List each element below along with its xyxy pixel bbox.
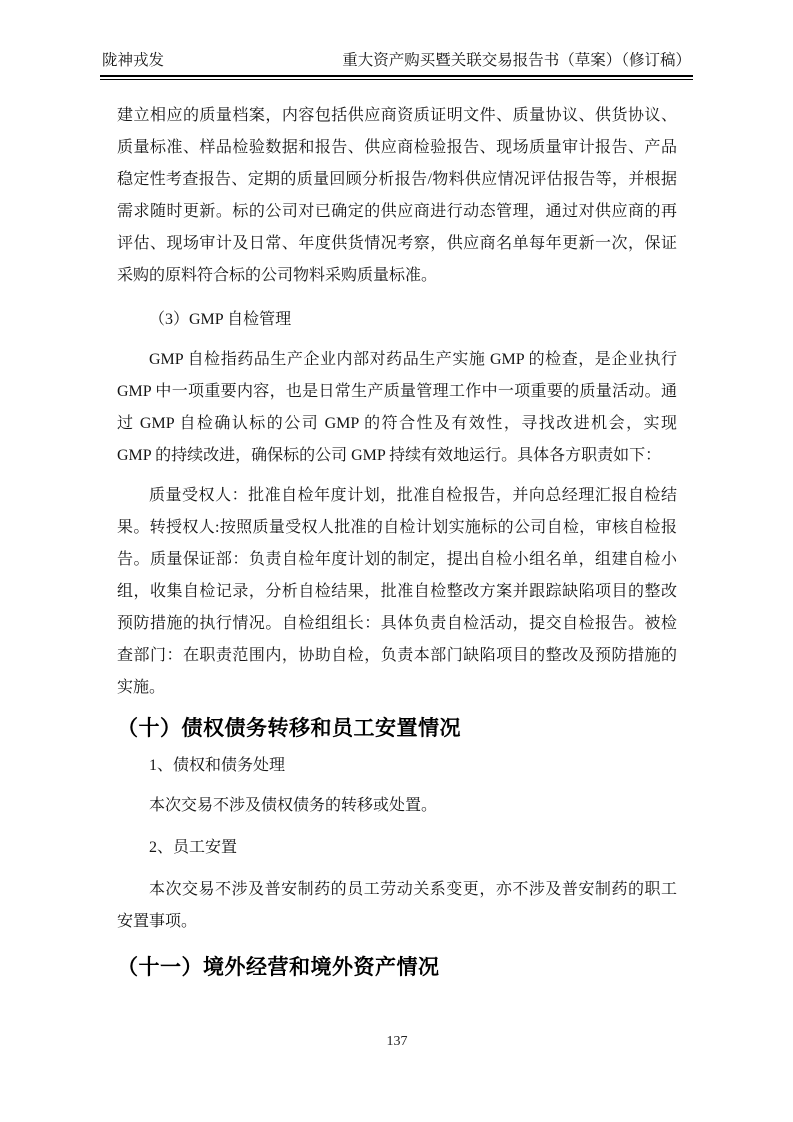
text-line: GMP 的持续改进，确保标的公司 GMP 持续有效地运行。具体各方职责如下： xyxy=(117,447,662,464)
text-line: （十）债权债务转移和员工安置情况 xyxy=(117,717,461,740)
text-line: GMP 自检指药品生产企业内部对药品生产实施 GMP 的检查，是企业执行 xyxy=(149,351,677,368)
page-number: 137 xyxy=(386,1034,408,1049)
list-item xyxy=(117,832,677,864)
section-heading xyxy=(117,953,677,983)
header-report-title: 重大资产购买暨关联交易报告书（草案）（修订稿） xyxy=(342,52,691,69)
text-line: 实施。 xyxy=(117,679,166,696)
text-line: 预防措施的执行情况。自检组组长：具体负责自检活动，提交自检报告。被检 xyxy=(117,615,677,632)
list-item xyxy=(117,304,677,336)
text-line: 1、债权和债务处理 xyxy=(149,757,286,774)
text-line: 查部门：在职责范围内，协助自检，负责本部门缺陷项目的整改及预防措施的 xyxy=(117,647,677,664)
text-line: 告。质量保证部：负责自检年度计划的制定，提出自检小组名单，组建自检小 xyxy=(117,551,677,568)
paragraph xyxy=(117,344,677,472)
header-rule xyxy=(100,75,693,80)
paragraph xyxy=(117,480,677,704)
text-line: 质量标准、样品检验数据和报告、供应商检验报告、现场质量审计报告、产品 xyxy=(117,139,677,156)
text-line: 过 GMP 自检确认标的公司 GMP 的符合性及有效性，寻找改进机会，实现 xyxy=(117,415,677,432)
text-line: 2、员工安置 xyxy=(149,839,238,856)
paragraph xyxy=(117,100,677,292)
paragraph xyxy=(117,790,677,822)
text-line: 建立相应的质量档案，内容包括供应商资质证明文件、质量协议、供货协议、 xyxy=(117,107,677,124)
section-heading xyxy=(117,714,677,744)
text-line: 安置事项。 xyxy=(117,913,198,930)
text-line: 果。转授权人:按照质量受权人批准的自检计划实施标的公司自检，审核自检报 xyxy=(117,519,677,536)
text-line: 评估、现场审计及日常、年度供货情况考察，供应商名单每年更新一次，保证 xyxy=(117,235,677,252)
header-company-name: 陇神戎发 xyxy=(102,52,165,69)
document-body xyxy=(117,100,677,983)
paragraph xyxy=(117,874,677,938)
text-line: 本次交易不涉及债权债务的转移或处置。 xyxy=(149,797,438,814)
text-line: 需求随时更新。标的公司对已确定的供应商进行动态管理，通过对供应商的再 xyxy=(117,203,677,220)
text-line: 组，收集自检记录，分析自检结果，批准自检整改方案并跟踪缺陷项目的整改 xyxy=(117,583,677,600)
text-line: 采购的原料符合标的公司物料采购质量标准。 xyxy=(117,267,438,284)
page-footer xyxy=(117,1034,677,1050)
text-line: 本次交易不涉及普安制药的员工劳动关系变更，亦不涉及普安制药的职工 xyxy=(149,881,677,898)
text-line: （3）GMP 自检管理 xyxy=(149,311,292,328)
text-line: （十一）境外经营和境外资产情况 xyxy=(117,956,440,979)
text-line: GMP 中一项重要内容，也是日常生产质量管理工作中一项重要的质量活动。通 xyxy=(117,383,677,400)
text-line: 稳定性考查报告、定期的质量回顾分析报告/物料供应情况评估报告等，并根据 xyxy=(117,171,677,188)
list-item xyxy=(117,750,677,782)
page-header xyxy=(100,50,693,80)
text-line: 质量受权人：批准自检年度计划，批准自检报告，并向总经理汇报自检结 xyxy=(149,487,677,504)
